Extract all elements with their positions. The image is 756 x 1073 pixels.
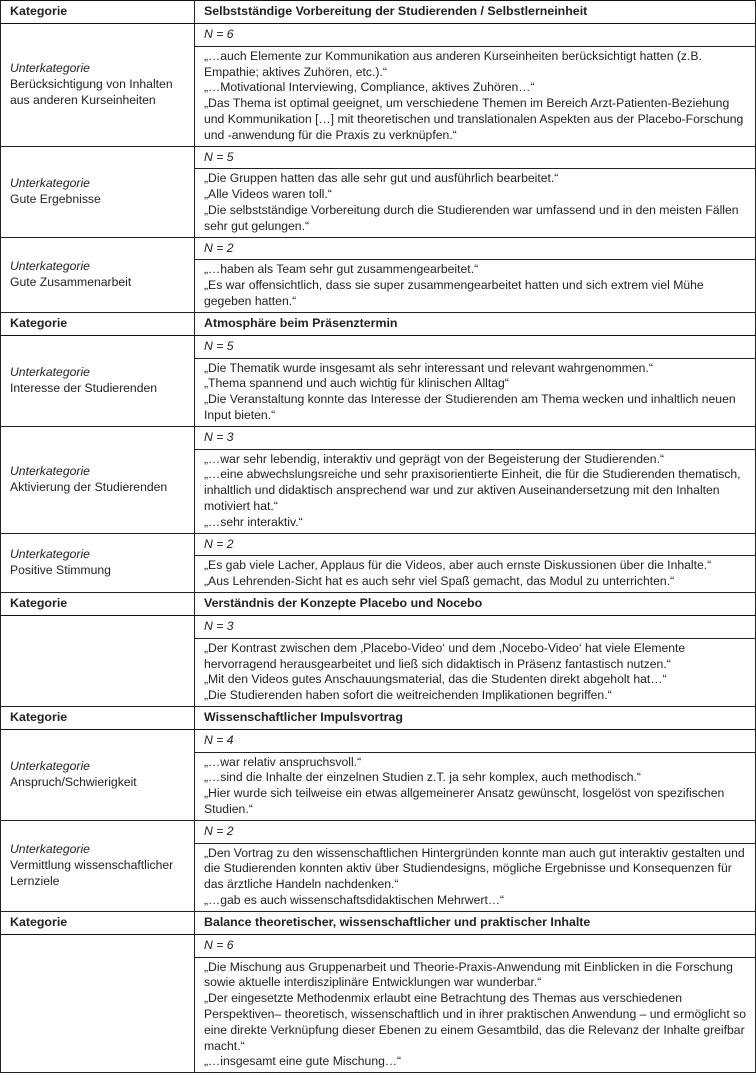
quotes-cell: [195, 358, 756, 426]
quote: „Thema spannend und auch wichtig für klinischen Alltag“: [204, 376, 509, 391]
n-count: N = 4: [195, 729, 756, 752]
quote: „…gab es auch wissenschaftsdidaktischen Mehrwert…“: [204, 893, 505, 908]
category-label-cell: [1, 592, 195, 615]
subcategory-n-row: [1, 615, 756, 638]
quote: „Das Thema ist optimal geeignet, um verschiedene Themen im Bereich Arzt-Patienten-Beziehung und Kommunikation […] mit theoretischen und translationalen Aspekten aus der Placebo-Forschung und -anwendung für die Praxis zu verknüpfen.“: [204, 96, 744, 142]
quotes-cell: [195, 556, 756, 593]
subcategory-label: Unterkategorie: [10, 364, 90, 379]
category-label-cell: [1, 1, 195, 24]
quote: „Mit den Videos gutes Anschauungsmaterial, das die Studenten direkt abgeholt hat…“: [204, 672, 667, 687]
subcategory-n-row: [1, 934, 756, 957]
subcategory-name: Vermittlung wissenschaftlicher Lernziele: [10, 857, 174, 888]
quote: „Hier wurde sich teilweise ein etwas allgemeinerer Ansatz gewünscht, losgelöst von spezifischen Studien.“: [204, 786, 725, 817]
quote: „Die Mischung aus Gruppenarbeit und Theorie-Praxis-Anwendung mit Einblicken in die Forschung sowie aktuelle interdisziplinäre Entwicklungen war wunderbar.“: [204, 959, 733, 990]
quote: „Den Vortrag zu den wissenschaftlichen Hintergründen konnte man auch gut interaktiv gestalten und die Studierenden konnten aktiv über Studiendesigns, mögliche Ergebnisse und Konsequenzen für das ärztliche Handeln nachdenken.“: [204, 845, 745, 892]
quote: „Die Gruppen hatten das alle sehr gut und ausführlich bearbeitet.“: [204, 171, 559, 186]
subcategory-cell: [1, 820, 195, 911]
quote: „Die Thematik wurde insgesamt als sehr interessant und relevant wahrgenommen.“: [204, 360, 653, 375]
quote: „…Motivational Interviewing, Compliance, aktives Zuhören…“: [204, 80, 535, 95]
category-title: Wissenschaftlicher Impulsvortrag: [195, 706, 756, 729]
quote: „Es war offensichtlich, dass sie super zusammengearbeitet hatten und sich extrem viel Mühe gegeben hatten.“: [204, 278, 704, 308]
quote: „…haben als Team sehr gut zusammengearbeitet.“: [204, 262, 479, 277]
subcategory-name: Gute Ergebnisse: [10, 191, 101, 206]
subcategory-n-row: [1, 237, 756, 260]
category-label: Kategorie: [10, 315, 68, 330]
subcategory-name: Anspruch/Schwierigkeit: [10, 774, 137, 789]
subcategory-cell: [1, 426, 195, 533]
subcategory-label: Unterkategorie: [10, 175, 90, 190]
subcategory-n-row: [1, 146, 756, 169]
subcategory-name: Positive Stimmung: [10, 562, 111, 577]
subcategory-n-row: [1, 24, 756, 47]
quotes-cell: [195, 957, 756, 1073]
subcategory-label: Unterkategorie: [10, 842, 90, 857]
subcategory-n-row: [1, 335, 756, 358]
quote: „Aus Lehrenden-Sicht hat es auch sehr viel Spaß gemacht, das Modul zu unterrichten.“: [204, 574, 675, 589]
subcategory-cell: [1, 24, 195, 147]
subcategory-cell: [1, 615, 195, 706]
subcategory-label: Unterkategorie: [10, 759, 90, 774]
quote: „…war relativ anspruchsvoll.“: [204, 754, 362, 769]
subcategory-cell: [1, 335, 195, 426]
quotes-cell: [195, 169, 756, 237]
n-count: N = 3: [195, 426, 756, 449]
n-count: N = 5: [195, 146, 756, 169]
quotes-cell: [195, 752, 756, 820]
subcategory-cell: [1, 934, 195, 1072]
subcategory-label: Unterkategorie: [10, 258, 90, 273]
quotes-cell: [195, 260, 756, 312]
quote: „Die selbstständige Vorbereitung durch die Studierenden war umfassend und in den meisten Fällen sehr gut gelungen.“: [204, 202, 739, 233]
quotes-cell: [195, 449, 756, 533]
subcategory-cell: [1, 237, 195, 312]
quote: „Alle Videos waren toll.“: [204, 187, 332, 202]
subcategory-cell: [1, 146, 195, 237]
subcategory-n-row: [1, 426, 756, 449]
category-row: [1, 911, 756, 934]
subcategory-name: Aktivierung der Studierenden: [10, 479, 168, 494]
category-label-cell: [1, 911, 195, 934]
n-count: N = 2: [195, 533, 756, 556]
quotes-cell: [195, 638, 756, 706]
quote: „Die Veranstaltung konnte das Interesse der Studierenden am Thema wecken und inhaltlich neuen Input bieten.“: [204, 392, 736, 422]
quote: „Der eingesetzte Methodenmix erlaubt eine Betrachtung des Themas aus verschiedenen Perspektiven– theoretisch, wissenschaftlich und in ihrer praktischen Anwendung – und ermöglicht so eine direkte Verknüpfung dieser Ebenen zu einem Gesamtbild, das die Relevanz der Inhalte greifbar macht.“: [204, 991, 746, 1053]
subcategory-label: Unterkategorie: [10, 61, 90, 76]
n-count: N = 5: [195, 335, 756, 358]
quote: „…sehr interaktiv.“: [204, 514, 303, 529]
quote: „…auch Elemente zur Kommunikation aus anderen Kurseinheiten berücksichtigt hatten (z.B. Empathie; aktives Zuhören, etc.).“: [204, 48, 702, 79]
category-label: Kategorie: [10, 4, 68, 18]
subcategory-name: Gute Zusammenarbeit: [10, 274, 132, 289]
category-title: Selbstständige Vorbereitung der Studierenden / Selbstlerneinheit: [195, 1, 756, 24]
n-count: N = 3: [195, 615, 756, 638]
subcategory-n-row: [1, 533, 756, 556]
subcategory-label: Unterkategorie: [10, 546, 90, 561]
quote: „Die Studierenden haben sofort die weitreichenden Implikationen begriffen.“: [204, 688, 612, 703]
category-title: Verständnis der Konzepte Placebo und Nocebo: [195, 592, 756, 615]
quotes-cell: [195, 843, 756, 911]
category-label: Kategorie: [10, 595, 68, 610]
n-count: N = 2: [195, 237, 756, 260]
category-table-body: [1, 1, 756, 1073]
category-label: Kategorie: [10, 914, 68, 929]
n-count: N = 6: [195, 934, 756, 957]
category-title: Atmosphäre beim Präsenztermin: [195, 312, 756, 335]
quote: „Der Kontrast zwischen dem ‚Placebo-Video‘ und dem ‚Nocebo-Video‘ hat viele Elemente hervorragend herausgearbeitet und ließ sich didaktisch in Präsenz fantastisch nutzen.“: [204, 640, 686, 671]
quote: „Es gab viele Lacher, Applaus für die Videos, aber auch ernste Diskussionen über die Inhalte.“: [204, 558, 712, 573]
quote: „…sind die Inhalte der einzelnen Studien z.T. ja sehr komplex, auch methodisch.“: [204, 770, 641, 785]
quotes-cell: [195, 46, 756, 146]
subcategory-cell: [1, 729, 195, 820]
subcategory-cell: [1, 533, 195, 592]
subcategory-label: Unterkategorie: [10, 463, 90, 478]
subcategory-name: Berücksichtigung von Inhalten aus anderen Kurseinheiten: [10, 76, 173, 107]
quote: „…war sehr lebendig, interaktiv und geprägt von der Begeisterung der Studierenden.“: [204, 451, 665, 466]
category-label: Kategorie: [10, 709, 68, 724]
subcategory-n-row: [1, 729, 756, 752]
category-title: Balance theoretischer, wissenschaftlicher und praktischer Inhalte: [195, 911, 756, 934]
subcategory-n-row: [1, 820, 756, 843]
category-row: [1, 706, 756, 729]
category-row: [1, 1, 756, 24]
n-count: N = 2: [195, 820, 756, 843]
category-label-cell: [1, 706, 195, 729]
category-label-cell: [1, 312, 195, 335]
category-row: [1, 592, 756, 615]
quote: „…insgesamt eine gute Mischung…“: [204, 1054, 402, 1069]
n-count: N = 6: [195, 24, 756, 47]
category-row: [1, 312, 756, 335]
quote: „…eine abwechslungsreiche und sehr praxisorientierte Einheit, die für die Studierenden thematisch, inhaltlich und didaktisch ansprechend war und zur aktiven Auseinandersetzung mit den Inhalten motiviert hat.“: [204, 467, 741, 513]
subcategory-name: Interesse der Studierenden: [10, 380, 158, 395]
